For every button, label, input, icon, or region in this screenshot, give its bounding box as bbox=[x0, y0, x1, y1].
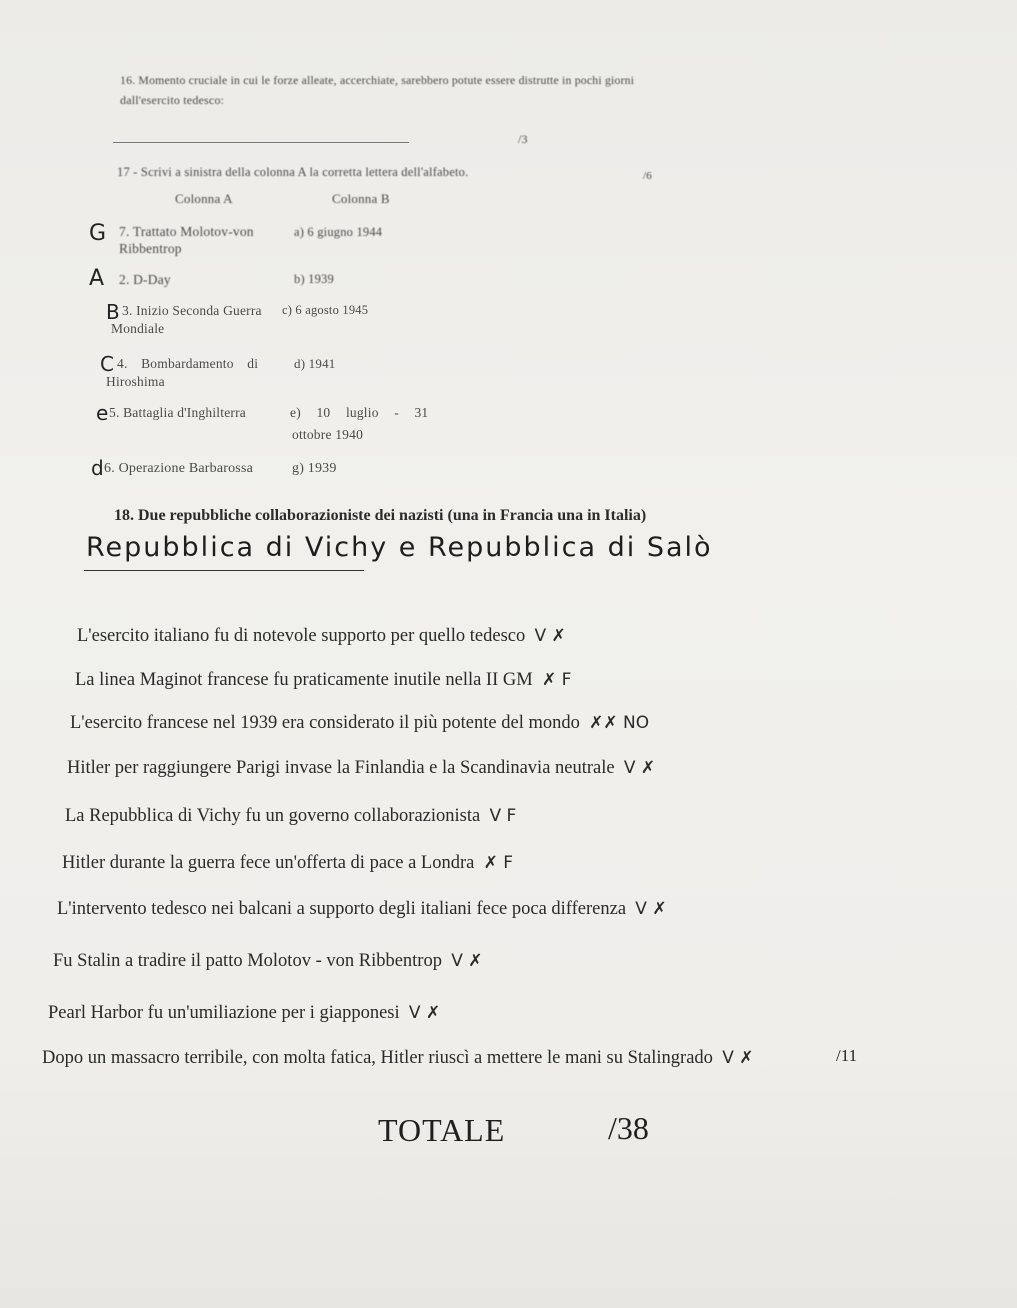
q16-text-line2: dall'esercito tedesco: bbox=[120, 93, 225, 107]
col-b-item: e) 10 luglio - 31 bbox=[290, 405, 429, 420]
tf-marks: V ✗ bbox=[722, 1048, 754, 1068]
answer-letter: e bbox=[96, 401, 109, 425]
tf-marks: ✗ F bbox=[541, 670, 572, 690]
q16-score: /3 bbox=[518, 132, 528, 146]
col-a-item-cont: Ribbentrop bbox=[119, 241, 182, 256]
answer-letter: C bbox=[100, 352, 114, 376]
col-b-item: a) 6 giugno 1944 bbox=[294, 225, 383, 239]
answer-letter: B bbox=[106, 300, 120, 324]
total-label: TOTALE bbox=[378, 1112, 506, 1148]
col-a-header: Colonna A bbox=[175, 191, 233, 206]
tf-marks: V ✗ bbox=[623, 758, 656, 778]
tf-item bbox=[62, 853, 513, 874]
col-b-item: b) 1939 bbox=[294, 272, 334, 286]
q17-score: /6 bbox=[643, 170, 652, 182]
tf-marks: ✗✗ NO bbox=[589, 713, 650, 733]
col-b-item: g) 1939 bbox=[292, 461, 337, 476]
tf-statement: L'intervento tedesco nei balcani a supporto degli italiani fece poca differenza bbox=[57, 899, 627, 919]
tf-item bbox=[67, 758, 655, 779]
tf-statement: Fu Stalin a tradire il patto Molotov - von Ribbentrop bbox=[53, 951, 442, 971]
tf-score: /11 bbox=[836, 1046, 858, 1065]
tf-item bbox=[75, 670, 571, 691]
tf-statement: Pearl Harbor fu un'umiliazione per i giapponesi bbox=[48, 1003, 400, 1023]
tf-item bbox=[65, 806, 516, 827]
col-b-header: Colonna B bbox=[332, 191, 390, 206]
q16-text-line1: 16. Momento cruciale in cui le forze alleate, accerchiate, sarebbero potute essere distrutte in pochi giorni bbox=[120, 73, 635, 87]
col-b-item: c) 6 agosto 1945 bbox=[282, 303, 369, 317]
tf-item bbox=[42, 1048, 753, 1069]
q16-answer-line bbox=[113, 142, 409, 143]
answer-letter: G bbox=[89, 221, 107, 246]
col-a-item: 2. D-Day bbox=[119, 272, 171, 287]
col-a-item: 5. Battaglia d'Inghilterra bbox=[109, 405, 246, 420]
tf-statement: La Repubblica di Vichy fu un governo collaborazionista bbox=[65, 806, 481, 826]
q18-answer-line bbox=[84, 570, 364, 571]
tf-item bbox=[70, 713, 649, 734]
col-a-item: 4. Bombardamento di bbox=[117, 356, 259, 371]
tf-marks: V ✗ bbox=[408, 1003, 441, 1023]
tf-item bbox=[48, 1003, 440, 1024]
tf-marks: V ✗ bbox=[451, 951, 483, 971]
tf-statement: L'esercito francese nel 1939 era considerato il più potente del mondo bbox=[70, 713, 580, 733]
col-a-item: 6. Operazione Barbarossa bbox=[104, 461, 254, 476]
tf-item bbox=[77, 626, 566, 647]
tf-marks: V ✗ bbox=[635, 899, 667, 919]
tf-item bbox=[53, 951, 483, 972]
col-a-item: 7. Trattato Molotov-von bbox=[119, 224, 254, 239]
tf-marks: V ✗ bbox=[534, 626, 566, 646]
tf-marks: ✗ F bbox=[483, 853, 514, 873]
tf-marks: V F bbox=[489, 806, 517, 826]
tf-statement: Hitler per raggiungere Parigi invase la Finlandia e la Scandinavia neutrale bbox=[67, 758, 615, 778]
col-a-item: 3. Inizio Seconda Guerra bbox=[122, 303, 262, 318]
col-b-item-cont: ottobre 1940 bbox=[292, 427, 364, 442]
tf-item bbox=[57, 899, 667, 920]
q18-title: 18. Due repubbliche collaborazioniste dei nazisti (una in Francia una in Italia) bbox=[114, 507, 647, 524]
col-a-item-cont: Hiroshima bbox=[106, 374, 165, 389]
total-score: /38 bbox=[608, 1110, 649, 1146]
tf-statement: Dopo un massacro terribile, con molta fatica, Hitler riuscì a mettere le mani su Stalingrado bbox=[42, 1048, 713, 1068]
tf-statement: L'esercito italiano fu di notevole supporto per quello tedesco bbox=[77, 626, 526, 646]
col-a-item-cont: Mondiale bbox=[111, 321, 165, 336]
q17-title: 17 - Scrivi a sinistra della colonna A la corretta lettera dell'alfabeto. bbox=[117, 165, 469, 179]
col-b-item: d) 1941 bbox=[294, 356, 336, 371]
answer-letter: A bbox=[89, 266, 105, 291]
q18-answer: Repubblica di Vichy e Repubblica di Salò bbox=[86, 532, 713, 563]
tf-statement: Hitler durante la guerra fece un'offerta di pace a Londra bbox=[62, 853, 475, 873]
answer-letter: d bbox=[91, 456, 104, 480]
tf-statement: La linea Maginot francese fu praticamente inutile nella II GM bbox=[75, 670, 533, 690]
